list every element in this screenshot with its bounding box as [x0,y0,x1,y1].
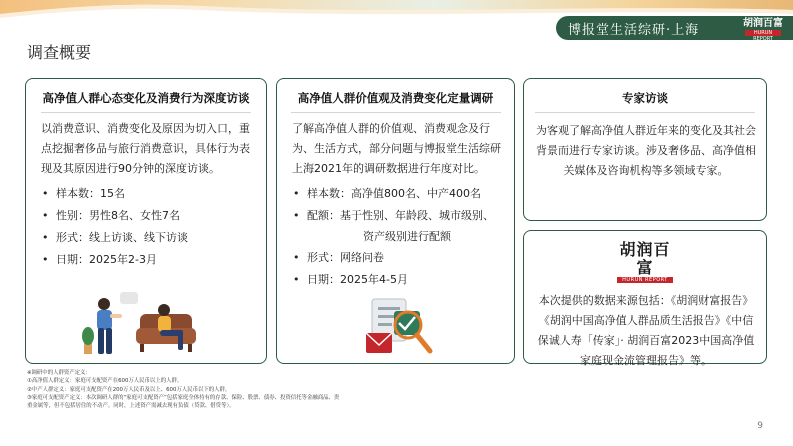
bullet-item: • 日期：2025年2-3月 [42,249,256,271]
bullet-item: • 形式：网络问卷 [293,247,504,269]
card-data-source [523,230,767,367]
card-title: 高净值人群心态变化及消费行为深度访谈 [26,90,266,113]
card-description: 为客观了解高净值人群近年来的变化及其社会背景而进行专家访谈。涉及奢侈品、高净值相关媒体及咨询机构等多领域专家。 [536,124,756,177]
interview-illustration [80,290,200,360]
card-description: 以消费意识、消费变化及原因为切入口，重点挖掘奢侈品与旅行消费意识，具体行为表现及其原因进行90分钟的深度访谈。 [41,122,250,175]
bullet-item: • 日期：2025年4-5月 [293,269,504,291]
footnote-line: ①高净值人群定义：家庭可支配资产在600万人民币以上的人群。 [27,378,183,385]
card-title: 高净值人群价值观及消费变化定量调研 [277,90,514,113]
survey-illustration [362,293,442,361]
bullet-continuation: 资产级别进行配额 [363,230,451,243]
footnote-line: ③家庭可支配资产定义：本次调研人群的“家庭可支配资产”包括家庭全体持有的存款、保险、股票、债券、投资信托等金融商品、贵 [27,394,340,401]
bullet-item: • 性别：男性8名、女性7名 [42,205,256,227]
card-title: 专家访谈 [524,90,766,113]
brand-bar [556,16,793,40]
footnote-line: 重金属等，但不包括居住的不动产。同时，上述资产需减去现有负债（贷款、借贷等）。 [27,403,235,410]
bullet-item: • 配额：基于性别、年龄段、城市级别、 资产级别进行配额 [293,205,504,247]
bullet-list [277,179,514,291]
page-title: 调查概要 [27,43,92,62]
bullet-list [26,179,266,271]
brand-text: 博报堂生活综研·上海 [568,23,700,38]
card-description: 本次提供的数据来源包括：《胡润财富报告》《胡润中国高净值人群品质生活报告》《中信保诚人寿「传家」· 胡润百富2023中国高净值家庭现金流管理报告》等。 [537,294,755,367]
hurun-logo: 胡润百富 HURUN REPORT [617,241,673,283]
bullet-item: • 形式：线上访谈、线下访谈 [42,227,256,249]
footnote-line: ※调研中的人群资产定义： [27,370,91,376]
card-description: 了解高净值人群的价值观、消费观念及行为、生活方式，部分问题与博报堂生活综研上海2021年的调研数据进行年度对比。 [292,122,501,175]
page-number: 9 [757,421,763,431]
footnote-line: ②中产人群定义：家庭可支配资产在200万人民币及以上、600万人民币以下的人群。 [27,386,231,393]
hurun-logo-small: 胡润百富 HURUN REPORT [743,18,783,42]
bullet-item: • 样本数：15名 [42,183,256,205]
card-expert-interview [523,78,767,221]
bullet-item: • 样本数：高净值800名、中产400名 [293,183,504,205]
footnote [27,369,467,410]
